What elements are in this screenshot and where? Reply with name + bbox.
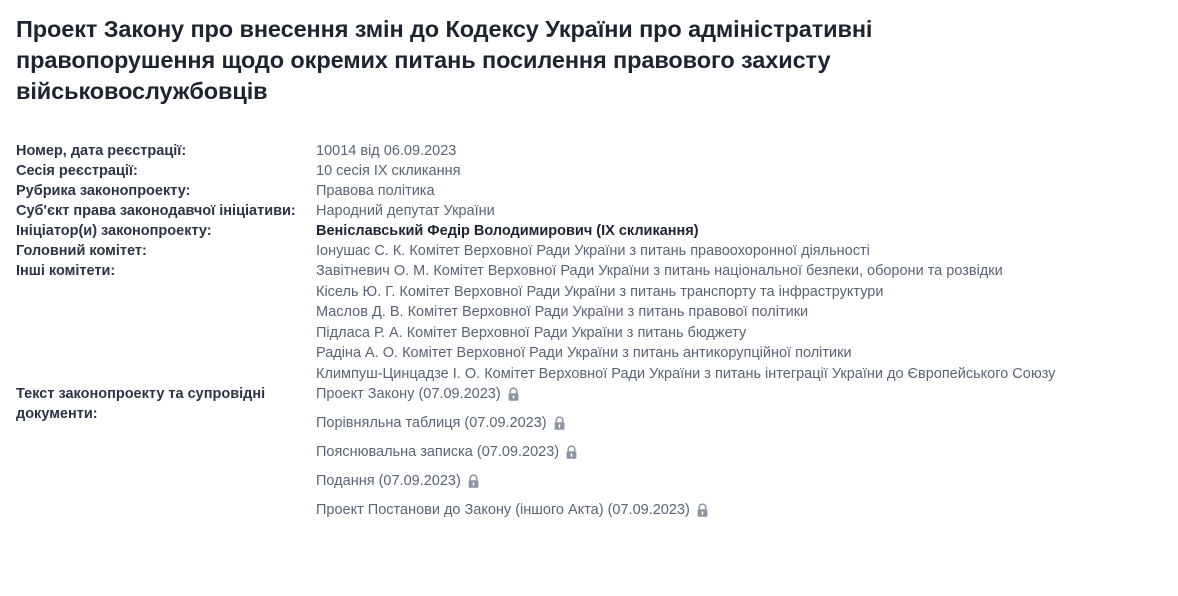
other-committees-label: Інші комітети: <box>16 263 116 279</box>
table-row <box>16 261 1162 384</box>
rubric-value: Правова політика <box>316 183 435 199</box>
list-item: Кісель Ю. Г. Комітет Верховної Ради України з питань транспорту та інфраструктури <box>316 283 884 300</box>
documents-list <box>316 384 1162 520</box>
document-link-draft-resolution[interactable]: Проект Постанови до Закону (іншого Акта) (07.09.2023) <box>316 502 690 518</box>
table-row <box>16 221 1162 241</box>
initiator-label: Ініціатор(и) законопроекту: <box>16 223 212 239</box>
list-item <box>316 471 1162 491</box>
registration-number-value: 10014 від 06.09.2023 <box>316 143 457 159</box>
bill-metadata-table <box>16 141 1162 520</box>
table-row <box>16 181 1162 201</box>
lock-icon <box>553 416 566 431</box>
main-committee-value: Іонушас С. К. Комітет Верховної Ради України з питань правоохоронної діяльності <box>316 243 870 259</box>
subject-label: Суб'єкт права законодавчої ініціативи: <box>16 203 296 219</box>
table-row <box>16 384 1162 520</box>
list-item: Завітневич О. М. Комітет Верховної Ради України з питань національної безпеки, оборони та розвідки <box>316 263 1003 279</box>
table-row <box>16 161 1162 181</box>
document-link-submission[interactable]: Подання (07.09.2023) <box>316 473 461 489</box>
document-link-comparative-table[interactable]: Порівняльна таблиця (07.09.2023) <box>316 415 547 431</box>
list-item: Підласа Р. А. Комітет Верховної Ради України з питань бюджету <box>316 324 747 341</box>
list-item: Климпуш-Цинцадзе І. О. Комітет Верховної Ради України з питань інтеграції України до Європейського Союзу <box>316 365 1056 382</box>
other-committees-list <box>316 261 1162 384</box>
registration-number-label: Номер, дата реєстрації: <box>16 143 187 159</box>
list-item <box>316 413 1162 433</box>
lock-icon <box>696 503 709 518</box>
documents-label: Текст законопроекту та супровідні документи: <box>16 386 266 422</box>
list-item <box>316 500 1162 520</box>
page-title: Проект Закону про внесення змін до Кодексу України про адміністративні правопорушення щодо окремих питань посилення правового захисту військовослужбовців <box>16 16 873 104</box>
list-item <box>316 384 1162 404</box>
list-item: Радіна А. О. Комітет Верховної Ради України з питань антикорупційної політики <box>316 345 852 361</box>
session-label: Сесія реєстрації: <box>16 163 138 179</box>
table-row <box>16 241 1162 261</box>
rubric-label: Рубрика законопроекту: <box>16 183 191 199</box>
session-value: 10 сесія IX скликання <box>316 163 461 179</box>
list-item: Маслов Д. В. Комітет Верховної Ради України з питань правової політики <box>316 304 809 320</box>
table-row <box>16 141 1162 161</box>
lock-icon <box>467 474 480 489</box>
document-link-bill-text[interactable]: Проект Закону (07.09.2023) <box>316 386 501 402</box>
initiator-value: Веніславський Федір Володимирович (IX скликання) <box>316 223 699 239</box>
subject-value: Народний депутат України <box>316 203 495 219</box>
table-row <box>16 201 1162 221</box>
document-link-explanatory-note[interactable]: Пояснювальна записка (07.09.2023) <box>316 444 560 460</box>
lock-icon <box>565 445 578 460</box>
main-committee-label: Головний комітет: <box>16 243 147 259</box>
list-item <box>316 442 1162 462</box>
lock-icon <box>507 387 520 402</box>
